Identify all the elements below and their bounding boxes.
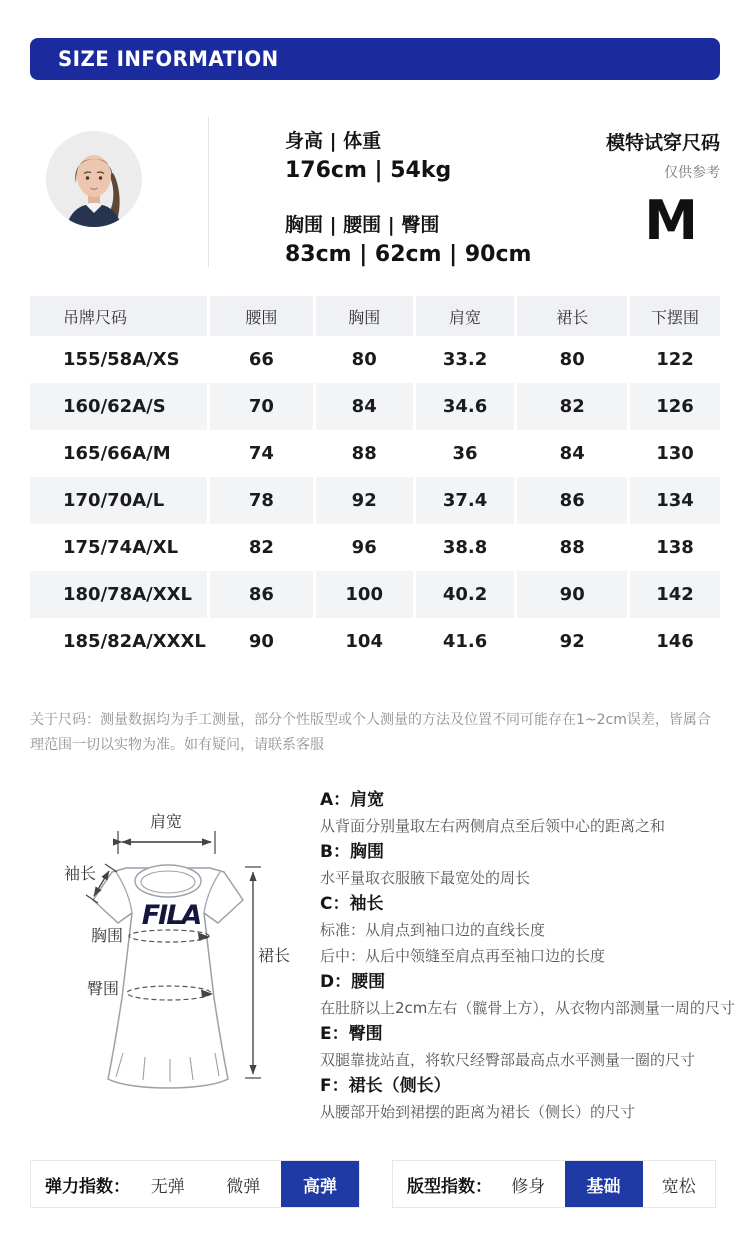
measurement-cell: 96	[351, 537, 377, 558]
definition-desc: 在肚脐以上2cm左右（髋骨上方），从衣物内部测量一周的尺寸	[320, 999, 735, 1017]
size-code-cell: 165/66A/M	[63, 443, 171, 464]
measurement-cell: 70	[210, 383, 313, 430]
measurement-cell: 33.2	[442, 349, 488, 370]
measurement-cell: 90	[248, 631, 274, 652]
table-row	[30, 430, 720, 477]
measurement-cell: 82	[517, 383, 627, 430]
elastic-options	[130, 1161, 359, 1207]
size-table-header-row	[30, 296, 720, 336]
measurement-cell: 84	[316, 383, 413, 430]
measurement-cell: 84	[559, 443, 585, 464]
index-option-selected: 高弹	[281, 1161, 359, 1207]
definition-desc: 从腰部开始到裙摆的距离为裙长（侧长）的尺寸	[320, 1103, 636, 1121]
measurement-cell: 82	[248, 537, 274, 558]
size-code-cell: 155/58A/XS	[63, 349, 180, 370]
definition-desc: 后中：从后中领缝至肩点再至袖口边的长度	[320, 947, 606, 965]
measure-definitions	[320, 787, 735, 1125]
size-code-cell: 175/74A/XL	[63, 537, 179, 558]
index-option-selected: 基础	[565, 1161, 643, 1207]
definition-desc: 水平量取衣服腋下最宽处的周长	[320, 869, 531, 887]
section-title-banner	[30, 38, 720, 80]
index-section	[30, 1160, 720, 1208]
height-weight-value: 176cm | 54kg	[285, 158, 452, 183]
measurement-cell: 100	[316, 571, 413, 618]
measurement-cell: 37.4	[416, 477, 515, 524]
fitting-size-label: 模特试穿尺码	[605, 132, 720, 154]
table-row	[30, 383, 720, 430]
definition-term: E：臀围	[320, 1024, 383, 1044]
fitting-size-value: M	[644, 189, 698, 252]
measurement-cell: 36	[452, 443, 478, 464]
shoulder-width-label: 肩宽	[149, 812, 183, 831]
definition-desc: 标准：从肩点到袖口边的直线长度	[320, 921, 546, 939]
measurement-cell: 66	[248, 349, 274, 370]
table-row	[30, 524, 720, 571]
measurement-cell: 92	[559, 631, 585, 652]
measurement-cell: 86	[517, 477, 627, 524]
index-option: 微弹	[226, 1176, 261, 1197]
measurement-cell: 74	[248, 443, 274, 464]
measurement-cell: 134	[630, 477, 720, 524]
table-row	[30, 618, 720, 665]
measurement-cell: 41.6	[442, 631, 488, 652]
definition-desc: 双腿靠拢站直，将软尺经臀部最高点水平测量一圈的尺寸	[320, 1051, 696, 1069]
definition-term: A：肩宽	[320, 790, 385, 810]
column-header: 下摆围	[630, 296, 720, 336]
model-photo	[46, 131, 142, 227]
bust-waist-hip-value: 83cm | 62cm | 90cm	[285, 242, 532, 267]
column-header: 胸围	[316, 296, 413, 336]
model-fitting-size-block	[510, 128, 720, 252]
hip-girth-label: 臀围	[86, 979, 120, 998]
size-note: 关于尺码：测量数据均为手工测量，部分个性版型或个人测量的方法及位置不同可能存在1~2cm误差，皆属合理范围一切以实物为准。如有疑问，请联系客服	[30, 712, 711, 753]
elastic-index-label: 弹力指数：	[45, 1176, 130, 1197]
measurement-cell: 122	[656, 349, 694, 370]
measurement-cell: 142	[630, 571, 720, 618]
measurement-cell: 90	[517, 571, 627, 618]
size-table	[30, 296, 720, 665]
elastic-index	[30, 1160, 360, 1208]
sleeve-length-label: 袖长	[63, 864, 97, 883]
size-code-cell: 185/82A/XXXL	[63, 631, 206, 652]
table-row	[30, 571, 720, 618]
fila-logo: FILA	[141, 900, 201, 931]
skirt-length-arrow	[245, 867, 261, 1078]
measurement-cell: 88	[351, 443, 377, 464]
table-row	[30, 336, 720, 383]
section-title: SIZE INFORMATION	[58, 47, 279, 71]
measurement-cell: 86	[210, 571, 313, 618]
column-header: 肩宽	[416, 296, 515, 336]
chest-girth-label: 胸围	[90, 926, 124, 945]
size-code-cell: 160/62A/S	[30, 383, 207, 430]
measurement-cell: 126	[630, 383, 720, 430]
measurement-cell: 80	[351, 349, 377, 370]
column-header: 腰围	[210, 296, 313, 336]
dress-diagram	[30, 780, 320, 1140]
bust-waist-hip-label: 胸围 | 腰围 | 臀围	[285, 214, 440, 236]
model-info-section	[30, 105, 720, 285]
fit-options	[492, 1161, 715, 1207]
measurement-cell: 88	[559, 537, 585, 558]
vertical-divider	[208, 117, 209, 267]
skirt-length-label: 裙长	[257, 946, 291, 965]
table-row	[30, 477, 720, 524]
size-code-cell: 170/70A/L	[30, 477, 207, 524]
definition-term: B：胸围	[320, 842, 384, 862]
measurement-cell: 138	[656, 537, 694, 558]
measurement-cell: 104	[345, 631, 383, 652]
fit-index	[392, 1160, 716, 1208]
definition-desc: 从背面分别量取左右两侧肩点至后领中心的距离之和	[320, 817, 666, 835]
measurement-cell: 40.2	[416, 571, 515, 618]
definition-term: D：腰围	[320, 972, 386, 992]
index-option: 宽松	[661, 1176, 696, 1197]
collar-inner	[141, 871, 195, 893]
fit-index-label: 版型指数：	[407, 1176, 492, 1197]
measurement-cell: 130	[656, 443, 694, 464]
measurement-cell: 38.8	[442, 537, 488, 558]
index-option: 无弹	[150, 1176, 185, 1197]
fitting-size-note: 仅供参考	[664, 165, 720, 181]
measurement-cell: 80	[559, 349, 585, 370]
measurement-cell: 78	[210, 477, 313, 524]
column-header: 吊牌尺码	[30, 296, 207, 336]
size-code-cell: 180/78A/XXL	[30, 571, 207, 618]
definition-term: F：裙长（侧长）	[320, 1076, 451, 1096]
definition-term: C：袖长	[320, 894, 384, 914]
measurement-cell: 34.6	[416, 383, 515, 430]
height-weight-label: 身高 | 体重	[285, 130, 382, 152]
column-header: 裙长	[517, 296, 627, 336]
measurement-cell: 146	[656, 631, 694, 652]
index-option: 修身	[511, 1176, 546, 1197]
measurement-cell: 92	[316, 477, 413, 524]
